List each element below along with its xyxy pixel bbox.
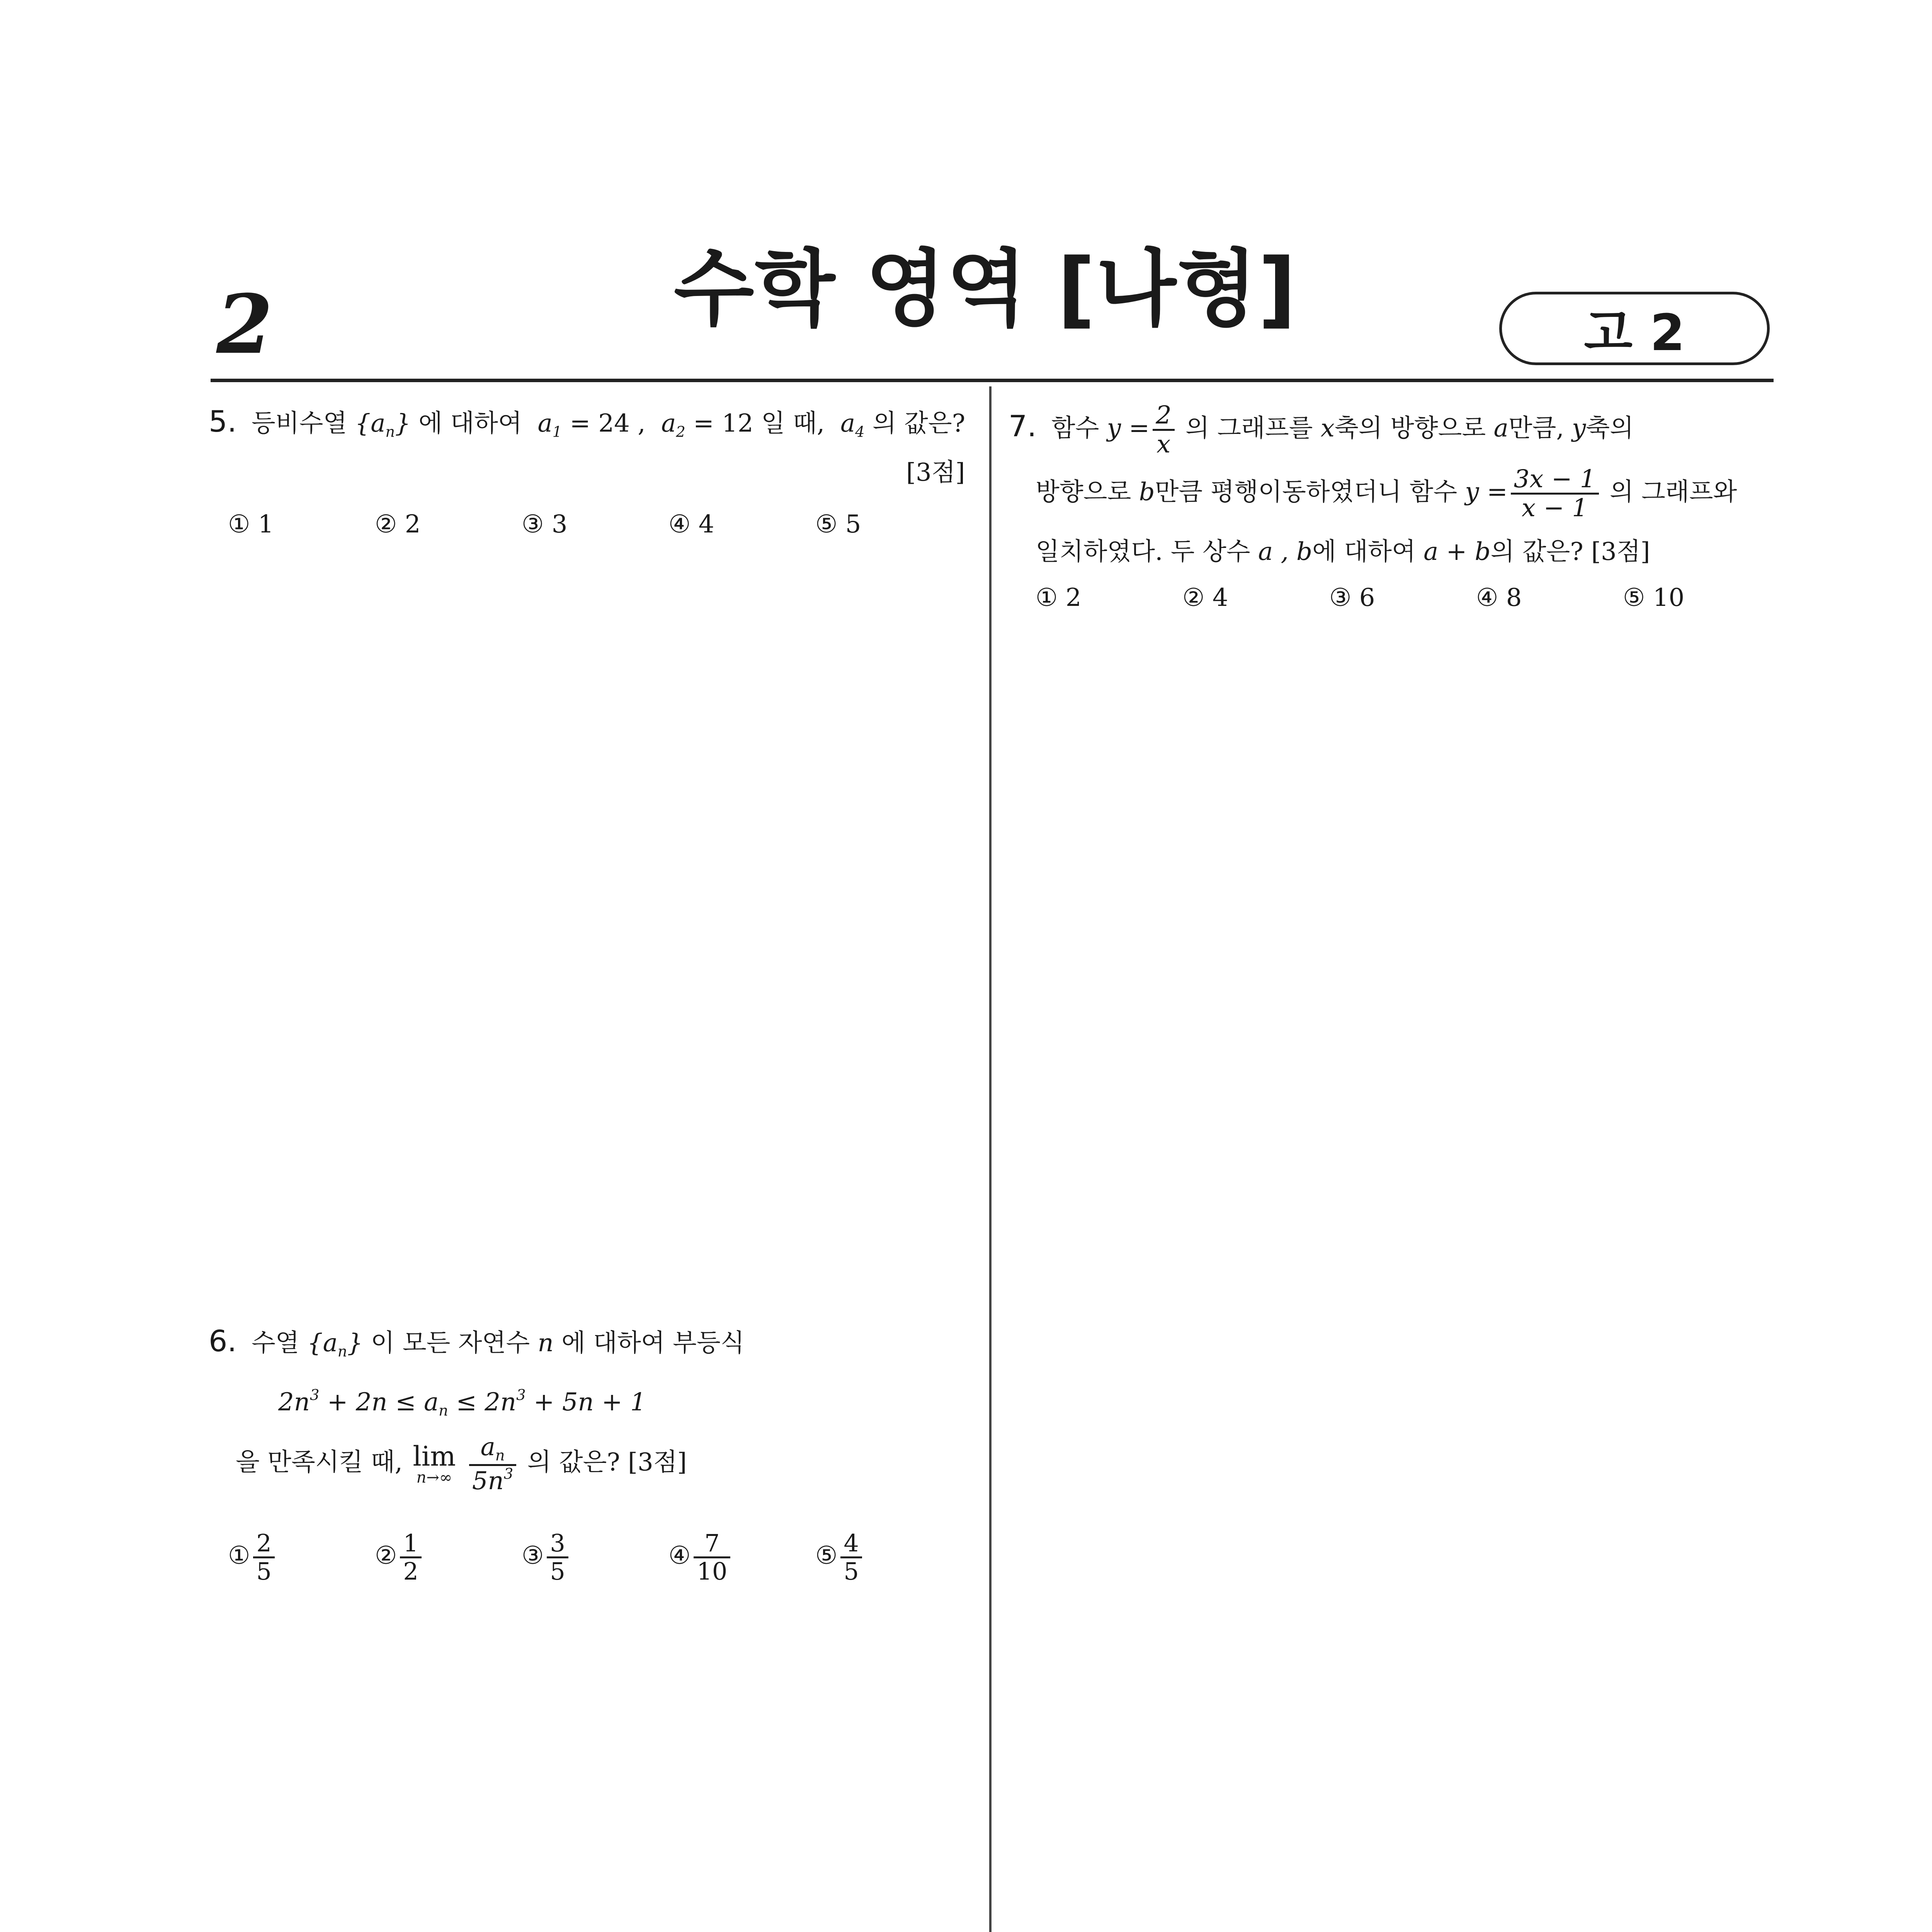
q7-choice-4[interactable]: ④ 8 [1476,583,1522,612]
q5-text: 의 값은? [872,409,966,438]
q5-choice-2[interactable]: ② 2 [375,510,421,539]
q7-a: a [1493,414,1509,443]
q7-text: 의 그래프를 [1185,414,1313,443]
q6-choice-1[interactable]: ① $\frac{2}{5}$ [228,1530,278,1585]
q5-choice-1[interactable]: ① 1 [228,510,274,539]
q6-choice-3[interactable]: ③ $\frac{3}{5}$ [522,1530,571,1585]
question-number: 6. [209,1324,237,1358]
q6-seq: $\{a_n\}$ [307,1329,363,1361]
q6-text: 을 만족시킬 때, [236,1448,403,1477]
exam-title: 수학 영역 [나형] [673,240,1297,337]
q5-seq: $\{a_n\}$ [355,409,411,441]
q5-choice-3[interactable]: ③ 3 [522,510,568,539]
question-5 [209,402,965,442]
q5-a2: $a_2$ [661,409,685,441]
question-7 [1009,402,1634,458]
q6-text: 에 대하여 부등식 [561,1329,745,1357]
q6-fraction: $\frac{a_n}{5n^3}$ [469,1434,516,1495]
q7-choice-1[interactable]: ① 2 [1036,583,1082,612]
q6-inequality: $2n^3 + 2n \le a_n \le 2n^3 + 5n + 1$ [278,1386,646,1420]
q5-choice-4[interactable]: ④ 4 [668,510,714,539]
question-6 [209,1321,745,1362]
q5-a4: $a_4$ [840,409,865,441]
q6-lim: lim n→∞ [413,1440,456,1486]
q5-choice-5[interactable]: ⑤ 5 [815,510,861,539]
q7-line-2: 방향으로 b만큼 평행이동하였더니 함수 y = $\frac{3x - 1}{x - 1}$ 의 그래프와 [1036,465,1737,523]
q7-text: 축의 [1586,414,1634,443]
q6-limit-line [236,1434,687,1495]
q7-choice-5[interactable]: ⑤ 10 [1623,583,1685,612]
question-number: 7. [1009,409,1037,444]
q7-func2: y = $\frac{3x - 1}{x - 1}$ [1465,478,1602,506]
page-number: 2 [216,277,273,372]
q6-choice-4[interactable]: ④ $\frac{7}{10}$ [668,1530,733,1585]
q5-a1-value: = 24 , [570,409,646,438]
q5-text: 에 대하여 [418,409,522,438]
q6-n: n [537,1329,554,1357]
grade-label: 고 2 [1584,303,1685,362]
q7-text: 만큼, [1508,414,1564,443]
q7-text: 축의 방향으로 [1334,414,1486,443]
q7-choice-2[interactable]: ② 4 [1182,583,1228,612]
grade-badge [1499,292,1770,365]
q7-x: x [1320,414,1335,443]
q7-choice-3[interactable]: ③ 6 [1329,583,1375,612]
q5-a1: $a_1$ [537,409,562,441]
q7-func1: y = $\frac{2}{x}$ [1107,414,1178,442]
column-divider [989,386,992,1932]
q5-points: [3점] [906,458,965,487]
q7-y: y [1572,414,1586,443]
q6-choice-5[interactable]: ⑤ $\frac{4}{5}$ [815,1530,865,1585]
q6-text: 의 값은? [3점] [527,1448,687,1477]
q7-line-3: 일치하였다. 두 상수 a , b에 대하여 a + b의 값은? [3점] [1036,537,1650,566]
q7-text: 함수 [1051,414,1099,443]
question-number: 5. [209,404,237,439]
q6-text: 이 모든 자연수 [371,1329,530,1357]
q5-a2-value: = 12 [693,409,753,438]
q6-text: 수열 [251,1329,299,1357]
q5-text: 일 때, [761,409,825,438]
q6-choice-2[interactable]: ② $\frac{1}{2}$ [375,1530,425,1585]
q5-text: 등비수열 [251,409,347,438]
header-divider [211,379,1774,382]
